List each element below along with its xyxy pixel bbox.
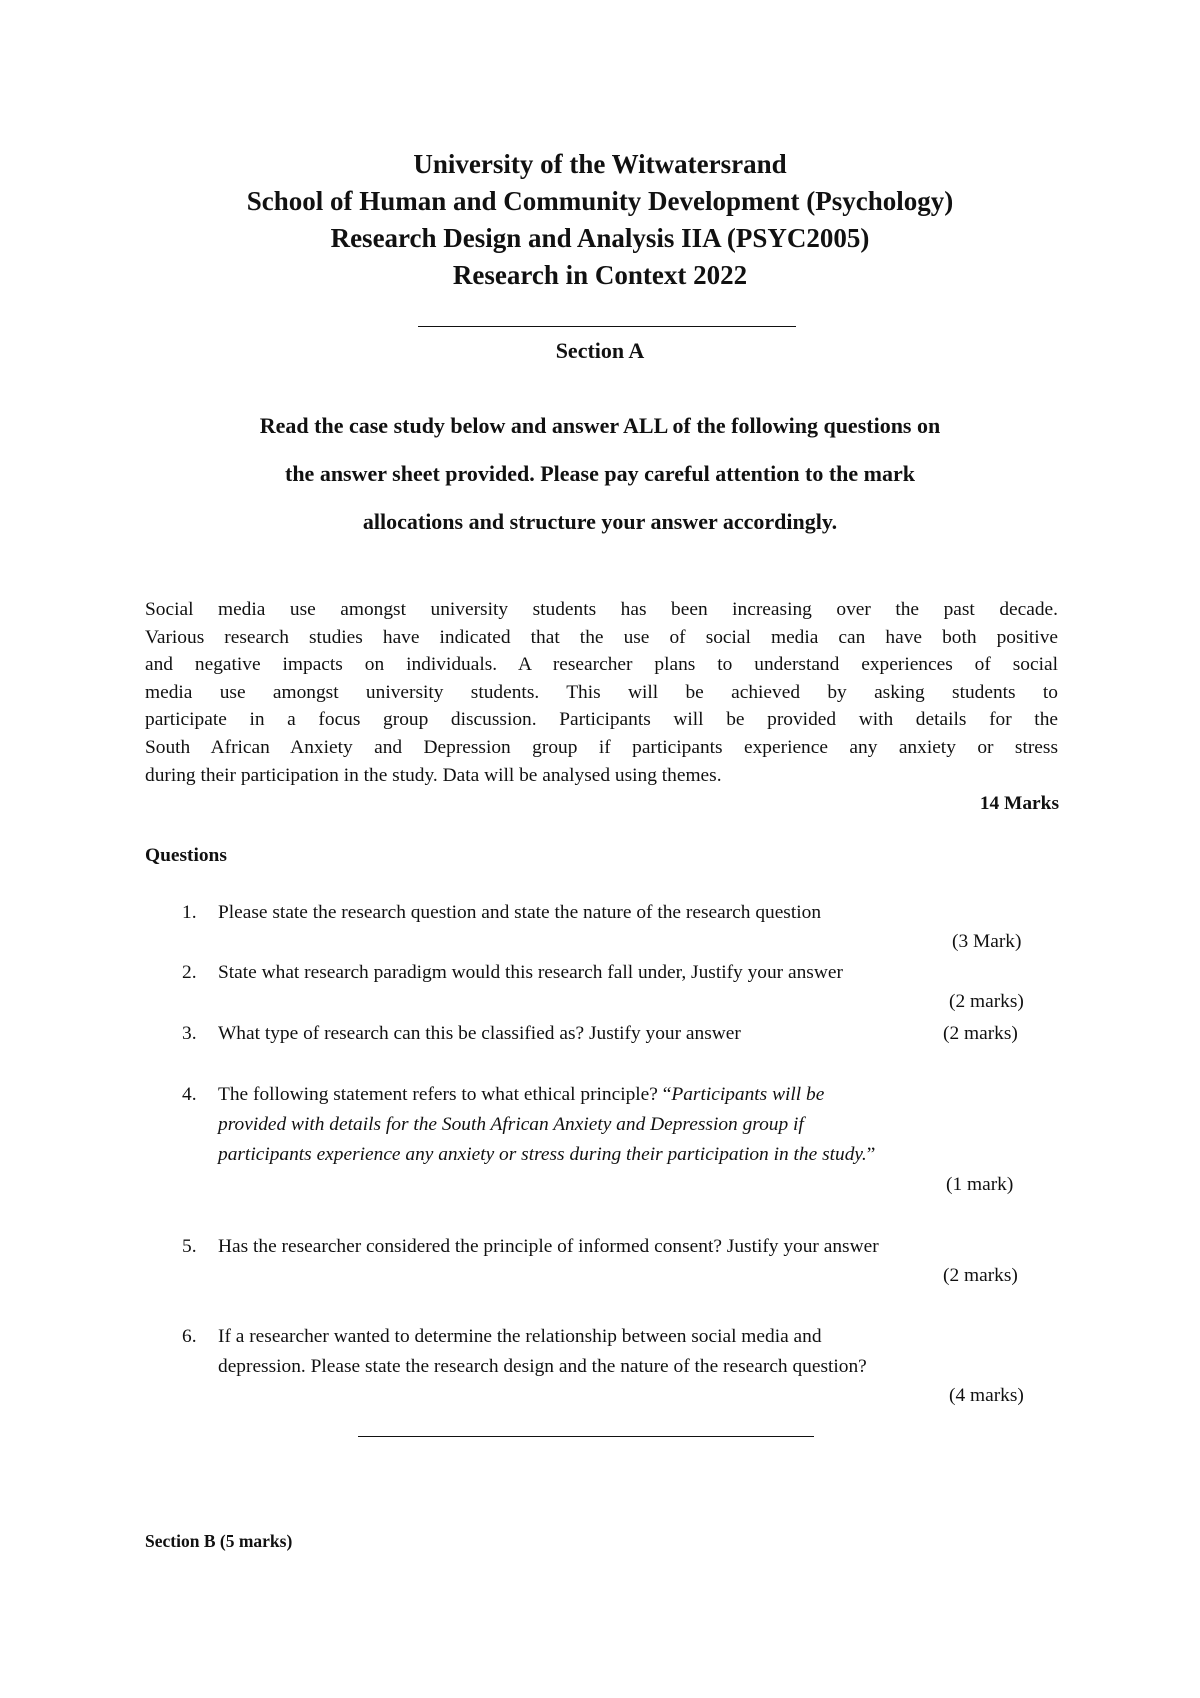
question-number: 2. bbox=[182, 962, 197, 983]
question-marks: (2 marks) bbox=[949, 991, 1024, 1012]
quoted-statement: participants experience any anxiety or stress during their participation in the study. bbox=[218, 1144, 867, 1165]
case-study-line: Social media use amongst university students has been increasing over the past decade. bbox=[145, 599, 1058, 620]
closing-quote: ” bbox=[866, 1144, 876, 1165]
course-name: Research Design and Analysis IIA (PSYC2005) bbox=[330, 223, 870, 253]
question-text: What type of research can this be classified as? Justify your answer bbox=[218, 1023, 741, 1044]
questions-heading: Questions bbox=[145, 845, 227, 866]
question-number: 5. bbox=[182, 1236, 197, 1257]
university-name: University of the Witwatersrand bbox=[413, 149, 787, 179]
question-marks: (3 Mark) bbox=[952, 931, 1022, 952]
question-number: 4. bbox=[182, 1084, 197, 1105]
quoted-statement: Participants will be bbox=[671, 1084, 825, 1105]
section-a-title: Section A bbox=[555, 338, 645, 363]
section-b-title: Section B (5 marks) bbox=[145, 1531, 293, 1551]
case-study-line: Various research studies have indicated that the use of social media can have both positive bbox=[145, 626, 1058, 648]
question-text: If a researcher wanted to determine the relationship between social media and bbox=[218, 1326, 822, 1347]
assessment-title: Research in Context 2022 bbox=[452, 260, 748, 290]
case-study-line: participate in a focus group discussion. Participants will be provided with details for the bbox=[145, 709, 1058, 731]
instruction-line: Read the case study below and answer ALL of the following questions on bbox=[259, 413, 941, 438]
question-marks: (2 marks) bbox=[943, 1265, 1018, 1286]
quoted-statement: provided with details for the South African Anxiety and Depression group if bbox=[218, 1114, 804, 1135]
question-number: 1. bbox=[182, 902, 197, 923]
question-number: 3. bbox=[182, 1023, 197, 1044]
school-name: School of Human and Community Development (Psychology) bbox=[246, 186, 954, 216]
question-marks: (2 marks) bbox=[943, 1023, 1018, 1044]
instructions bbox=[80, 402, 1120, 546]
total-marks: 14 Marks bbox=[979, 793, 1059, 814]
question-text: Please state the research question and state the nature of the research question bbox=[218, 902, 822, 923]
question-text: depression. Please state the research design and the nature of the research question? bbox=[218, 1356, 867, 1377]
header-divider bbox=[418, 326, 796, 327]
question-text bbox=[218, 1080, 1058, 1110]
question-lead-text: The following statement refers to what ethical principle? “ bbox=[218, 1084, 672, 1105]
document-header bbox=[0, 146, 1200, 294]
section-divider bbox=[358, 1436, 814, 1437]
question-text: State what research paradigm would this research fall under, Justify your answer bbox=[218, 962, 843, 983]
instruction-line: allocations and structure your answer accordingly. bbox=[362, 509, 838, 534]
question-text bbox=[218, 1140, 1058, 1170]
case-study bbox=[145, 596, 1058, 789]
question-marks: (4 marks) bbox=[949, 1385, 1024, 1406]
instruction-line: the answer sheet provided. Please pay careful attention to the mark bbox=[285, 461, 915, 486]
question-text: Has the researcher considered the principle of informed consent? Justify your answer bbox=[218, 1236, 879, 1257]
question-marks: (1 mark) bbox=[946, 1174, 1014, 1195]
case-study-line: South African Anxiety and Depression group if participants experience any anxiety or stress bbox=[145, 736, 1058, 758]
case-study-line: during their participation in the study. Data will be analysed using themes. bbox=[145, 764, 722, 786]
question-number: 6. bbox=[182, 1326, 197, 1347]
case-study-line: media use amongst university students. This will be achieved by asking students to bbox=[145, 681, 1058, 703]
case-study-line: and negative impacts on individuals. A researcher plans to understand experiences of social bbox=[145, 654, 1058, 676]
